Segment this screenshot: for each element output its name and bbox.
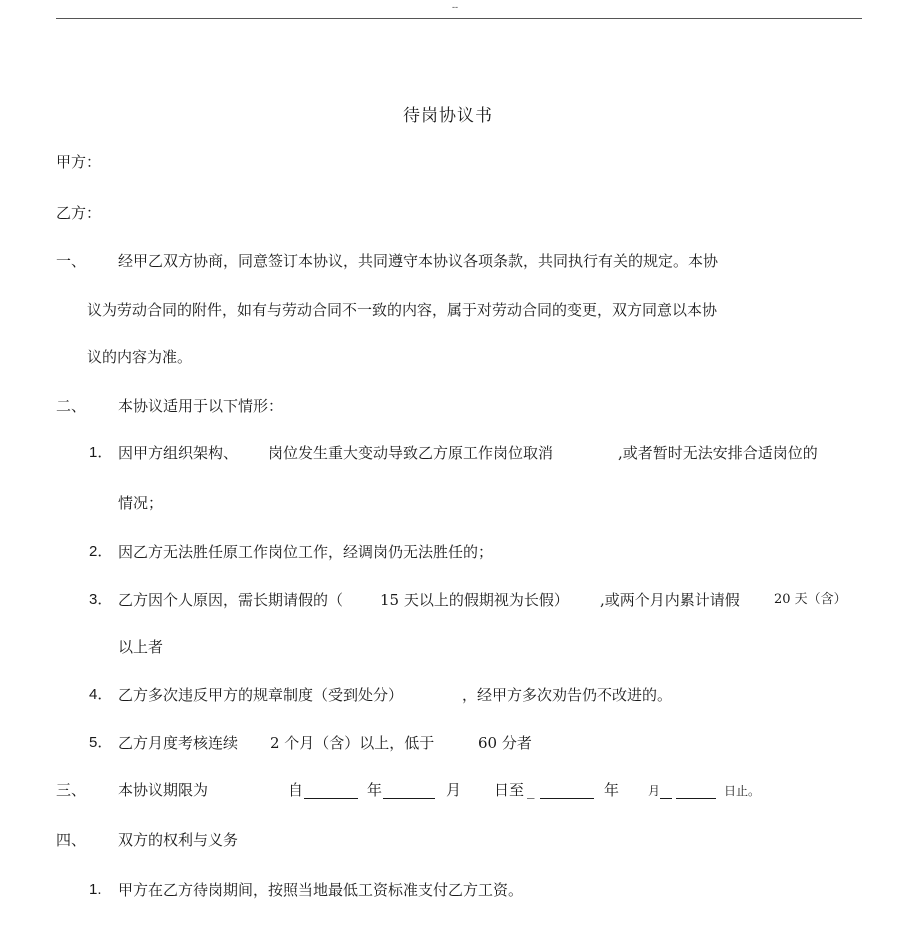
- item-1-part-3: ,或者暂时无法安排合适岗位的: [618, 444, 818, 462]
- item-5-number: 5．: [89, 734, 113, 751]
- section-2-text: 本协议适用于以下情形：: [118, 397, 284, 415]
- item-3-part-1: 乙方因个人原因，需长期请假的（: [118, 591, 344, 609]
- section-1-line-3: 议的内容为准。: [87, 348, 193, 366]
- section-1-line-2: 议为劳动合同的附件，如有与劳动合同不一致的内容，属于对劳动合同的变更，双方同意以本协: [87, 301, 718, 319]
- item-5-part-2: 2 个月（含）以上，低于: [270, 734, 435, 752]
- section-4-label: 四、: [56, 831, 87, 849]
- section-1-line-1: 经甲乙双方协商，同意签订本协议，共同遵守本协议各项条款，共同执行有关的规定。本协: [118, 252, 719, 270]
- party-b-label: 乙方：: [56, 204, 102, 222]
- item-3-continuation: 以上者: [118, 638, 164, 656]
- item-1-part-1: 因甲方组织架构、: [118, 444, 239, 462]
- item-4-part-1: 乙方多次违反甲方的规章制度（受到处分）: [118, 686, 404, 704]
- term-start-year-blank[interactable]: [304, 784, 358, 799]
- term-from-label: 自: [288, 781, 304, 799]
- term-end-year-blank[interactable]: [540, 784, 594, 799]
- section-3-text: 本协议期限为: [118, 781, 209, 799]
- item-2-text: 因乙方无法胜任原工作岗位工作，经调岗仍无法胜任的；: [118, 543, 494, 561]
- term-end-day-blank[interactable]: [676, 784, 716, 799]
- term-end-year-label: 年: [604, 781, 620, 799]
- item-4-part-2: ，经甲方多次劝告仍不改进的。: [462, 686, 673, 704]
- document-title: 待岗协议书: [403, 106, 493, 126]
- item-5-part-1: 乙方月度考核连续: [118, 734, 239, 752]
- item-3-part-3: ,或两个月内累计请假: [600, 591, 740, 609]
- term-dash: _: [527, 781, 535, 799]
- item-1-number: 1．: [89, 444, 113, 461]
- item-3-part-4: 20 天（含）: [774, 592, 847, 607]
- section-2-label: 二、: [56, 397, 87, 415]
- term-start-day-to-label: 日至: [494, 781, 525, 799]
- item-1-part-2: 岗位发生重大变动导致乙方原工作岗位取消: [268, 444, 554, 462]
- item-1-continuation: 情况；: [118, 494, 164, 512]
- party-a-label: 甲方：: [56, 153, 102, 171]
- term-end-month-label: 月: [648, 784, 661, 798]
- term-end-month-blank[interactable]: [660, 784, 672, 799]
- section-4-item-1-text: 甲方在乙方待岗期间，按照当地最低工资标准支付乙方工资。: [118, 881, 524, 899]
- section-4-item-1-number: 1.: [89, 881, 102, 898]
- item-5-part-3: 60 分者: [478, 734, 532, 752]
- term-end-day-label: 日止。: [724, 784, 761, 798]
- item-3-part-2: 15 天以上的假期视为长假）: [380, 591, 569, 609]
- term-start-month-label: 月: [446, 781, 462, 799]
- item-4-number: 4．: [89, 686, 113, 703]
- item-2-number: 2．: [89, 543, 113, 560]
- item-3-number: 3．: [89, 591, 113, 608]
- term-start-month-blank[interactable]: [383, 784, 435, 799]
- header-mark: --: [452, 3, 459, 13]
- section-3-label: 三、: [56, 781, 87, 799]
- term-start-year-label: 年: [367, 781, 383, 799]
- header-rule: [56, 18, 862, 19]
- section-1-label: 一、: [56, 252, 87, 270]
- section-4-text: 双方的权利与义务: [118, 831, 239, 849]
